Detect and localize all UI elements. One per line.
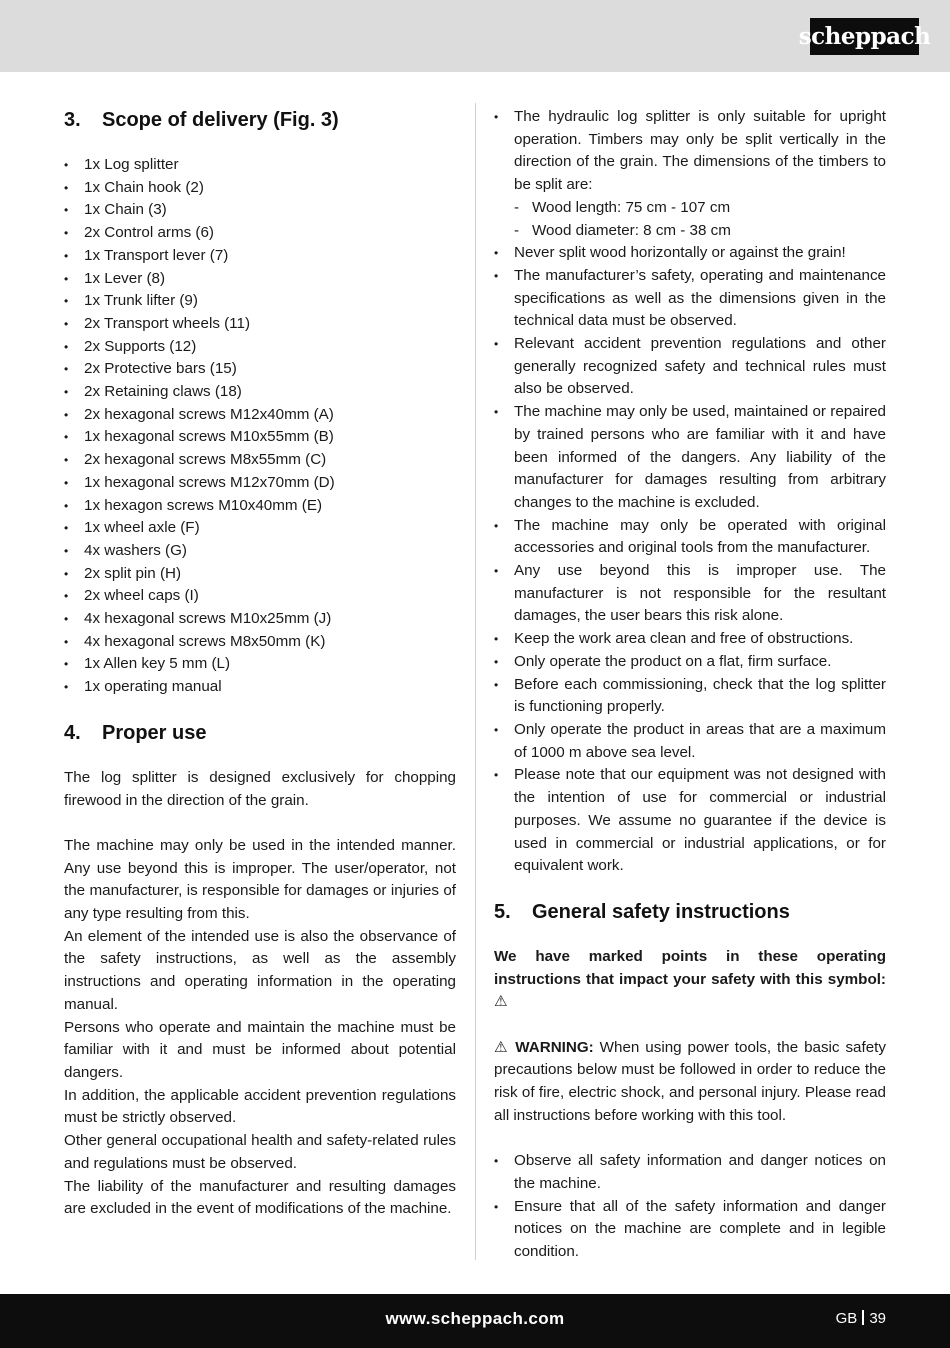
list-item: • 2x Retaining claws (18) [64,381,456,404]
scheppach-logo: scheppach [810,18,919,55]
list-item: • Any use beyond this is improper use. The manufacturer is not responsible for the resultant damages, the user bears this risk alone. [494,560,886,628]
scope-list [64,154,456,699]
list-item: • 2x Control arms (6) [64,222,456,245]
list-item: • Only operate the product in areas that are a maximum of 1000 m above sea level. [494,719,886,764]
proper-use-body [64,835,456,1221]
list-item: • The hydraulic log splitter is only suitable for upright operation. Timbers may only be split vertically in the direction of the grain. The dimensions of the timbers to be split are: - Wood length: 75 cm - 107 cm - Wood diameter: 8 cm - 38 cm [494,106,886,242]
safety-list [494,1150,886,1264]
list-item: • Ensure that all of the safety information and danger notices on the machine are complete and in legible condition. [494,1196,886,1264]
website-link[interactable]: www.scheppach.com [385,1309,565,1328]
list-item: • 1x hexagon screws M10x40mm (E) [64,495,456,518]
column-divider [475,103,476,1260]
left-column [64,106,456,1221]
list-item: • Before each commissioning, check that the log splitter is functioning properly. [494,674,886,719]
usage-list [494,106,886,242]
list-item: • The machine may only be operated with original accessories and original tools from the manufacturer. [494,515,886,560]
separator [862,1310,864,1325]
proper-use-paragraph: The liability of the manufacturer and resulting damages are excluded in the event of modifications of the machine. [64,1177,456,1218]
list-item: • Relevant accident prevention regulations and other generally recognized safety and technical rules must also be observed. [494,333,886,401]
section-4-heading: 4. Proper use [64,721,207,744]
section-4-title: Proper use [102,721,207,744]
usage-list-continued [494,242,886,878]
section-3-title: Scope of delivery (Fig. 3) [102,109,339,131]
language-code: GB [835,1310,858,1327]
proper-use-paragraph: Other general occupational health and safety-related rules and regulations must be observed. [64,1132,456,1172]
list-item: • Observe all safety information and danger notices on the machine. [494,1150,886,1195]
list-item: • 2x hexagonal screws M8x55mm (C) [64,449,456,472]
list-item: • 1x Log splitter [64,154,456,177]
proper-use-paragraph: The machine may only be used in the intended manner. Any use beyond this is improper. The user/operator, not the manufacturer, is responsible for damages or injuries of any type resulting from this. [64,836,456,923]
list-item: • The machine may only be used, maintained or repaired by trained persons who are familiar with it and have been informed of the dangers. Any liability of the manufacturer for damages resulting from arbitrary changes to the machine is excluded. [494,401,886,515]
list-item: • 2x Protective bars (15) [64,358,456,381]
warning-triangle-icon: ⚠ [494,993,508,1011]
list-item: • 2x split pin (H) [64,563,456,586]
section-5-heading: 5. General safety instructions [494,900,790,923]
list-item: • 1x operating manual [64,676,456,699]
list-item: • 1x wheel axle (F) [64,517,456,540]
list-item: • 2x hexagonal screws M12x40mm (A) [64,404,456,427]
page-indicator [836,1310,886,1327]
list-item: • 2x Supports (12) [64,336,456,359]
list-item: • 2x Transport wheels (11) [64,313,456,336]
dimension-item: - Wood diameter: 8 cm - 38 cm [514,220,886,243]
footer-bar [0,1294,950,1348]
list-item: • 1x Chain (3) [64,199,456,222]
warning-label: WARNING: [515,1038,594,1056]
dimension-list [514,197,886,242]
list-item: • Never split wood horizontally or against the grain! [494,242,886,265]
list-item: • 4x hexagonal screws M8x50mm (K) [64,631,456,654]
list-item: • Only operate the product on a flat, firm surface. [494,651,886,674]
dimension-item: - Wood length: 75 cm - 107 cm [514,197,886,220]
list-item: • 2x wheel caps (I) [64,585,456,608]
list-item: • 1x Allen key 5 mm (L) [64,653,456,676]
list-item: • 1x Trunk lifter (9) [64,290,456,313]
proper-use-paragraph: In addition, the applicable accident prevention regulations must be strictly observed. [64,1086,456,1127]
warning-triangle-icon: ⚠ [494,1038,510,1056]
right-column [494,106,886,1264]
warning-paragraph [494,1037,886,1128]
list-item: • 1x Chain hook (2) [64,177,456,200]
list-item: • 1x Transport lever (7) [64,245,456,268]
section-3-heading: 3. Scope of delivery (Fig. 3) [64,109,339,131]
list-item: • The manufacturer’s safety, operating and maintenance specifications as well as the dimensions given in the technical data must be observed. [494,265,886,333]
proper-use-paragraph: An element of the intended use is also the observance of the safety instructions, as well as the assembly instructions and operating information in the operating manual. [64,927,456,1013]
list-item: • 1x Lever (8) [64,268,456,291]
section-5-title: General safety instructions [532,900,790,923]
list-item: • 1x hexagonal screws M12x70mm (D) [64,472,456,495]
page-number: 39 [869,1310,886,1327]
proper-use-paragraph: Persons who operate and maintain the machine must be familiar with it and must be informed about potential dangers. [64,1018,456,1081]
warning-text: When using power tools, the basic safety precautions below must be followed in order to reduce the risk of fire, electric shock, and personal injury. Please read all instructions before working with this tool. [494,1038,886,1124]
list-item: • 4x washers (G) [64,540,456,563]
list-item: • Keep the work area clean and free of obstructions. [494,628,886,651]
list-item: • 4x hexagonal screws M10x25mm (J) [64,608,456,631]
proper-use-intro: The log splitter is designed exclusively for chopping firewood in the direction of the grain. [64,768,456,809]
symbol-notice: We have marked points in these operating instructions that impact your safety with this symbol: ⚠ [494,947,886,1011]
list-item: • 1x hexagonal screws M10x55mm (B) [64,426,456,449]
list-item: • Please note that our equipment was not designed with the intention of use for commercial or industrial purposes. We assume no guarantee if the device is used in commercial or industrial applications, or for equivalent work. [494,764,886,878]
